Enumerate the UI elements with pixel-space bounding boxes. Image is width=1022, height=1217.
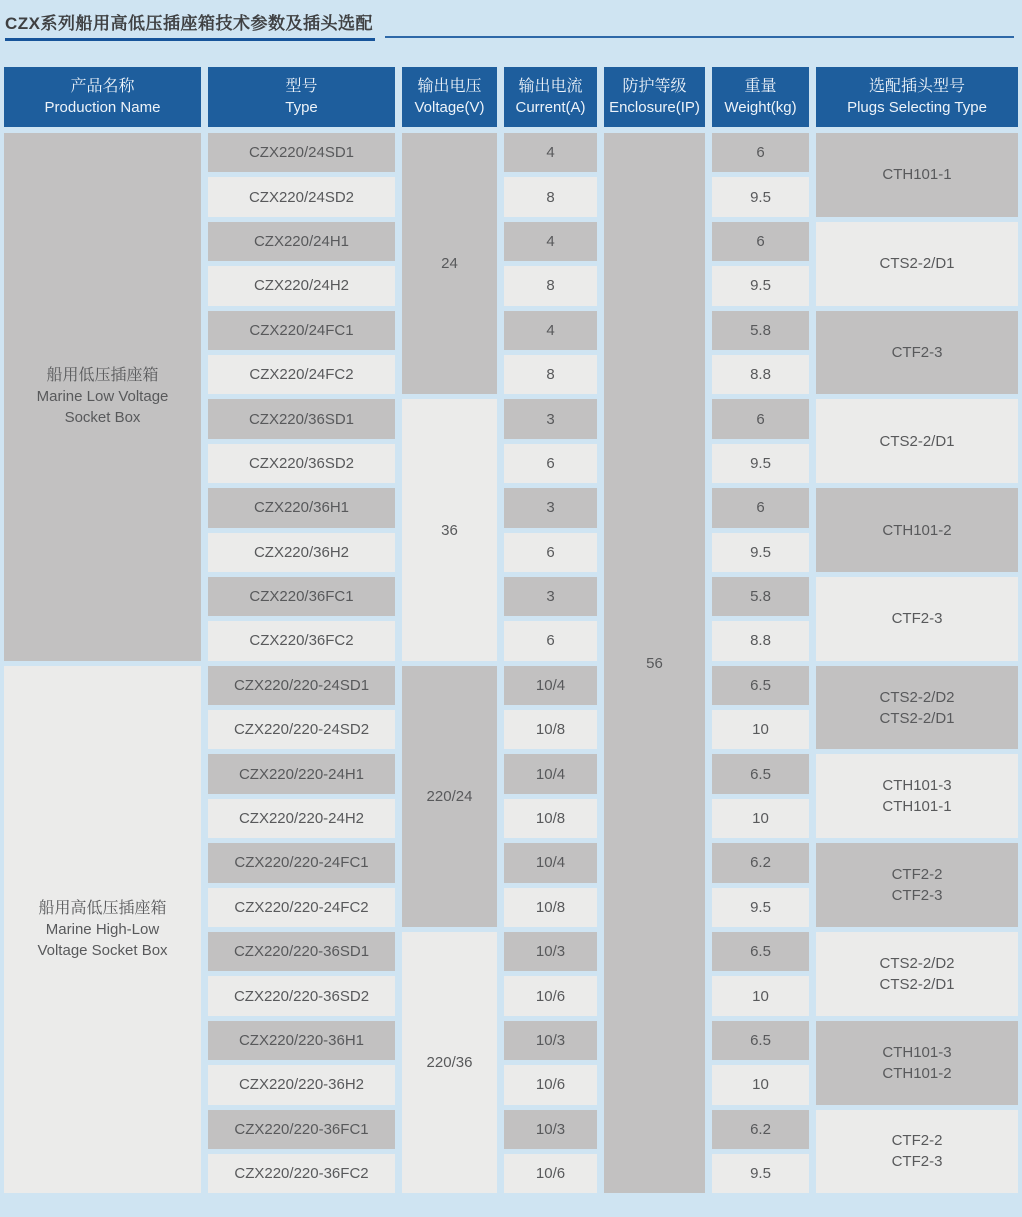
voltage-cell-text: 220/36: [426, 1054, 473, 1072]
col-header-en: Type: [285, 99, 318, 116]
type-cell: [208, 133, 395, 172]
current-cell-text: 3: [546, 588, 555, 606]
weight-cell: [712, 1110, 809, 1149]
current-cell-text: 10/8: [535, 810, 566, 828]
type-cell: [208, 710, 395, 749]
current-cell: [504, 621, 597, 660]
weight-cell: [712, 932, 809, 971]
current-cell-text: 10/3: [535, 1032, 566, 1049]
col-header-zh: 防护等级: [622, 78, 687, 95]
weight-cell: [712, 1065, 809, 1104]
type-cell-text: CZX220/24FC1: [249, 321, 354, 339]
plug-cell-text: CTS2-2/D2: [879, 688, 955, 706]
weight-cell: [712, 666, 809, 705]
product-name-cell-text: Marine Low Voltage: [36, 388, 169, 406]
current-cell-text: 8: [546, 188, 555, 206]
type-cell-text: CZX220/220-24FC2: [234, 898, 369, 916]
current-cell: [504, 843, 597, 882]
weight-cell: [712, 1154, 809, 1193]
weight-cell: [712, 311, 809, 350]
type-cell: [208, 533, 395, 572]
current-cell: [504, 1110, 597, 1149]
plug-cell-text: CTF2-3: [891, 610, 943, 628]
type-cell: [208, 1110, 395, 1149]
plug-cell: [816, 399, 1018, 483]
current-cell-text: 3: [546, 410, 555, 428]
col-header-zh: 选配插头型号: [868, 78, 965, 95]
page-title: CZX系列船用高低压插座箱技术参数及插头选配: [5, 9, 375, 41]
type-cell-text: CZX220/220-36SD1: [233, 943, 370, 961]
current-cell: [504, 533, 597, 572]
enclosure-cell-text: 56: [646, 654, 663, 672]
type-cell: [208, 843, 395, 882]
plug-cell: [816, 1021, 1018, 1105]
plug-cell-text: CTH101-2: [882, 1064, 952, 1082]
type-cell-text: CZX220/220-36SD2: [233, 987, 370, 1005]
current-cell: [504, 976, 597, 1015]
title-row: [0, 0, 1022, 41]
voltage-cell: [402, 932, 497, 1193]
weight-cell-text: 6.5: [750, 765, 771, 783]
current-cell: [504, 1021, 597, 1060]
col-header-en: Enclosure(IP): [609, 99, 700, 116]
plug-cell-text: CTS2-2/D1: [879, 709, 955, 727]
product-name-cell: [4, 666, 201, 1194]
plug-cell: [816, 577, 1018, 661]
product-name-cell: [4, 133, 201, 661]
product-name-cell-text: 船用高低压插座箱: [38, 900, 167, 918]
weight-cell: [712, 177, 809, 216]
type-cell: [208, 444, 395, 483]
weight-cell: [712, 355, 809, 394]
plug-cell: [816, 133, 1018, 217]
weight-cell: [712, 444, 809, 483]
col-header-type: [208, 67, 395, 127]
current-cell-text: 10/8: [535, 721, 566, 739]
plug-cell: [816, 1110, 1018, 1194]
plug-cell-text: CTH101-3: [882, 1043, 952, 1061]
current-cell-text: 10/3: [535, 943, 566, 961]
type-cell: [208, 222, 395, 261]
weight-cell: [712, 843, 809, 882]
type-cell-text: CZX220/220-24FC1: [234, 854, 369, 872]
product-name-cell-text: 船用低压插座箱: [46, 367, 159, 385]
plug-cell: [816, 843, 1018, 927]
weight-cell-text: 6.5: [750, 1032, 771, 1049]
current-cell: [504, 266, 597, 305]
weight-cell-text: 9.5: [750, 277, 771, 295]
weight-cell-text: 9.5: [750, 188, 771, 206]
weight-cell-text: 6.2: [750, 1120, 771, 1138]
weight-cell-text: 6.5: [750, 943, 771, 961]
weight-cell-text: 6: [756, 410, 765, 428]
current-cell: [504, 1154, 597, 1193]
current-cell-text: 10/8: [535, 898, 566, 916]
voltage-cell: [402, 666, 497, 927]
type-cell-text: CZX220/24FC2: [249, 366, 354, 384]
col-header-en: Plugs Selecting Type: [847, 99, 987, 116]
weight-cell-text: 10: [752, 810, 769, 828]
weight-cell-text: 10: [752, 987, 769, 1005]
type-cell-text: CZX220/24SD1: [248, 144, 355, 162]
plug-cell: [816, 311, 1018, 395]
type-cell: [208, 888, 395, 927]
plug-cell-text: CTS2-2/D1: [879, 255, 955, 273]
type-cell: [208, 799, 395, 838]
current-cell-text: 3: [546, 499, 555, 517]
plug-cell: [816, 754, 1018, 838]
col-header-current: [504, 67, 597, 127]
weight-cell: [712, 222, 809, 261]
current-cell: [504, 710, 597, 749]
type-cell-text: CZX220/36FC1: [249, 588, 354, 606]
plug-cell-text: CTF2-3: [891, 1153, 943, 1171]
current-cell: [504, 488, 597, 527]
current-cell-text: 8: [546, 366, 555, 384]
type-cell: [208, 1021, 395, 1060]
enclosure-cell: [604, 133, 705, 1193]
weight-cell-text: 9.5: [750, 543, 771, 561]
current-cell-text: 6: [546, 454, 555, 472]
type-cell-text: CZX220/24SD2: [248, 188, 355, 206]
current-cell-text: 10/3: [535, 1120, 566, 1138]
type-cell-text: CZX220/36SD2: [248, 454, 355, 472]
current-cell: [504, 666, 597, 705]
col-header-weight: [712, 67, 809, 127]
voltage-cell-text: 36: [441, 521, 458, 539]
product-name-cell-text: Voltage Socket Box: [37, 942, 168, 960]
weight-cell-text: 6.2: [750, 854, 771, 872]
plug-cell-text: CTS2-2/D1: [879, 432, 955, 450]
voltage-cell-text: 24: [441, 255, 458, 273]
current-cell: [504, 799, 597, 838]
type-cell-text: CZX220/220-24SD1: [233, 676, 370, 694]
plug-cell-text: CTS2-2/D1: [879, 975, 955, 993]
type-cell: [208, 399, 395, 438]
weight-cell-text: 8.8: [750, 366, 771, 384]
type-cell: [208, 976, 395, 1015]
weight-cell-text: 6: [756, 232, 765, 250]
voltage-cell: [402, 399, 497, 660]
weight-cell-text: 6: [756, 144, 765, 162]
weight-cell: [712, 488, 809, 527]
col-header-en: Weight(kg): [724, 99, 797, 116]
current-cell: [504, 1065, 597, 1104]
plug-cell-text: CTH101-3: [882, 777, 952, 795]
col-header-zh: 重量: [744, 78, 777, 95]
weight-cell-text: 8.8: [750, 632, 771, 650]
current-cell: [504, 888, 597, 927]
weight-cell-text: 9.5: [750, 1165, 771, 1183]
weight-cell: [712, 888, 809, 927]
type-cell-text: CZX220/220-24SD2: [233, 721, 370, 739]
type-cell: [208, 488, 395, 527]
current-cell-text: 10/6: [535, 1165, 566, 1183]
voltage-cell: [402, 133, 497, 394]
col-header-en: Voltage(V): [414, 99, 485, 116]
type-cell: [208, 266, 395, 305]
voltage-cell-text: 220/24: [426, 787, 473, 805]
weight-cell-text: 6.5: [750, 676, 771, 694]
weight-cell-text: 6: [756, 499, 765, 517]
plug-cell-text: CTF2-2: [891, 866, 943, 884]
current-cell-text: 6: [546, 543, 555, 561]
current-cell: [504, 444, 597, 483]
weight-cell: [712, 621, 809, 660]
weight-cell: [712, 1021, 809, 1060]
current-cell: [504, 932, 597, 971]
current-cell: [504, 399, 597, 438]
current-cell-text: 10/4: [535, 854, 566, 872]
type-cell: [208, 932, 395, 971]
plug-cell: [816, 932, 1018, 1016]
weight-cell-text: 10: [752, 1076, 769, 1094]
current-cell: [504, 577, 597, 616]
col-header-zh: 型号: [285, 78, 318, 95]
weight-cell-text: 5.8: [750, 321, 771, 339]
weight-cell: [712, 710, 809, 749]
weight-cell-text: 9.5: [750, 454, 771, 472]
col-header-zh: 输出电流: [518, 78, 583, 95]
type-cell-text: CZX220/220-36H1: [238, 1032, 365, 1049]
plug-cell-text: CTF2-2: [891, 1132, 943, 1150]
weight-cell: [712, 266, 809, 305]
current-cell-text: 4: [546, 232, 555, 250]
type-cell: [208, 754, 395, 793]
type-cell: [208, 1065, 395, 1104]
plug-cell-text: CTF2-3: [891, 887, 943, 905]
col-header-enclosure: [604, 67, 705, 127]
weight-cell: [712, 754, 809, 793]
spec-table-body: [4, 133, 1018, 1193]
current-cell: [504, 355, 597, 394]
current-cell-text: 4: [546, 321, 555, 339]
product-name-cell-text: Socket Box: [64, 409, 141, 427]
type-cell: [208, 577, 395, 616]
current-cell-text: 4: [546, 144, 555, 162]
weight-cell: [712, 976, 809, 1015]
current-cell: [504, 311, 597, 350]
type-cell: [208, 1154, 395, 1193]
weight-cell-text: 9.5: [750, 898, 771, 916]
title-rule-line: [385, 36, 1014, 38]
type-cell: [208, 311, 395, 350]
current-cell: [504, 754, 597, 793]
plug-cell-text: CTH101-2: [882, 521, 952, 539]
type-cell-text: CZX220/24H1: [253, 232, 350, 250]
product-name-cell-text: Marine High-Low: [45, 921, 160, 939]
plug-cell-text: CTH101-1: [882, 798, 952, 816]
type-cell-text: CZX220/220-24H1: [238, 765, 365, 783]
plug-cell-text: CTH101-1: [882, 166, 952, 184]
current-cell: [504, 222, 597, 261]
col-header-zh: 输出电压: [417, 78, 482, 95]
plug-cell: [816, 488, 1018, 572]
type-cell: [208, 177, 395, 216]
col-header-plugs: [816, 67, 1018, 127]
current-cell-text: 6: [546, 632, 555, 650]
type-cell-text: CZX220/220-24H2: [238, 810, 365, 828]
weight-cell-text: 5.8: [750, 588, 771, 606]
type-cell-text: CZX220/220-36H2: [238, 1076, 365, 1094]
plug-cell: [816, 666, 1018, 750]
weight-cell: [712, 799, 809, 838]
type-cell-text: CZX220/36H2: [253, 543, 350, 561]
type-cell-text: CZX220/220-36FC1: [234, 1120, 369, 1138]
weight-cell: [712, 577, 809, 616]
current-cell-text: 10/4: [535, 676, 566, 694]
current-cell-text: 8: [546, 277, 555, 295]
type-cell-text: CZX220/220-36FC2: [234, 1165, 369, 1183]
weight-cell: [712, 533, 809, 572]
weight-cell-text: 10: [752, 721, 769, 739]
current-cell: [504, 133, 597, 172]
col-header-en: Current(A): [515, 99, 586, 116]
current-cell: [504, 177, 597, 216]
plug-cell: [816, 222, 1018, 306]
spec-table-header: [4, 67, 1018, 127]
weight-cell: [712, 133, 809, 172]
current-cell-text: 10/6: [535, 1076, 566, 1094]
type-cell-text: CZX220/24H2: [253, 277, 350, 295]
type-cell-text: CZX220/36FC2: [249, 632, 354, 650]
type-cell: [208, 621, 395, 660]
col-header-voltage: [402, 67, 497, 127]
type-cell-text: CZX220/36SD1: [248, 410, 355, 428]
current-cell-text: 10/4: [535, 765, 566, 783]
col-header-en: Production Name: [44, 99, 161, 116]
weight-cell: [712, 399, 809, 438]
plug-cell-text: CTS2-2/D2: [879, 954, 955, 972]
current-cell-text: 10/6: [535, 987, 566, 1005]
type-cell-text: CZX220/36H1: [253, 499, 350, 517]
col-header-production-name: [4, 67, 201, 127]
plug-cell-text: CTF2-3: [891, 343, 943, 361]
type-cell: [208, 355, 395, 394]
col-header-zh: 产品名称: [70, 78, 135, 95]
type-cell: [208, 666, 395, 705]
